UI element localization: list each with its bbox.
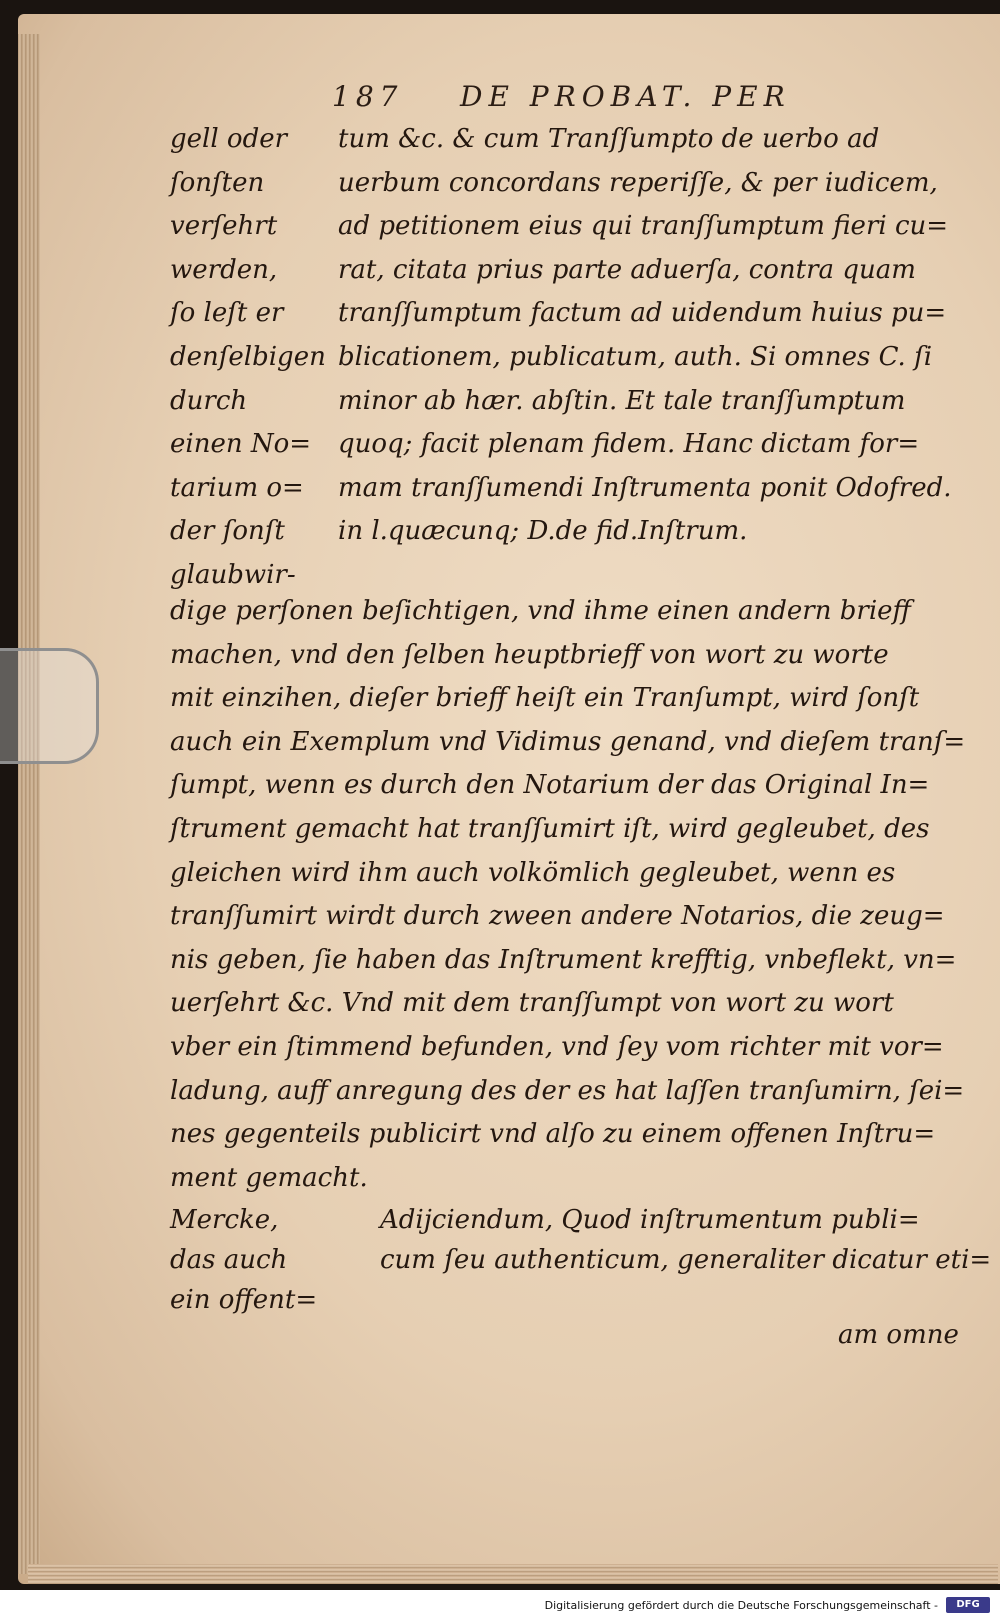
margin-note-line: der ſonſt [170,516,285,547]
margin-note-line: gell oder [170,124,288,154]
margin-note-line: ſonſten [170,167,265,198]
margin-note-mercke [170,1200,335,1320]
text-line: in l.quæcunq; D.de fid.Inſtrum. [338,516,748,547]
margin-note-line: das auch [170,1245,288,1275]
latin-paragraph [380,1200,992,1280]
text-line: ladung, auff anregung des der es hat laſſen tranſumirn, ſei= [170,1075,965,1106]
latin-column-text [338,118,966,554]
margin-note-line: denſelbigen [170,341,326,372]
margin-note-line: durch [170,385,248,416]
text-line: vber ein ſtimmend befunden, vnd ſey vom richter mit vor= [170,1031,944,1062]
text-line: uerſehrt &c. Vnd mit dem tranſſumpt von wort zu wort [170,988,894,1019]
page-edges [18,34,40,1574]
dfg-logo: DFG [946,1597,990,1613]
page-clip [0,648,99,764]
text-line: dige perſonen beſichtigen, vnd ihme einen andern brieff [170,596,911,626]
text-line: ſtrument gemacht hat tranſſumirt iſt, wird gegleubet, des [170,813,930,844]
text-line: tranſſumptum factum ad uidendum huius pu= [338,298,947,329]
text-line: ment gemacht. [170,1162,368,1193]
text-line: cum ſeu authenticum, generaliter dicatur eti= [380,1245,992,1275]
running-title: DE PROBAT. PER [460,80,791,113]
text-line: gleichen wird ihm auch volkömlich gegleubet, wenn es [170,857,896,888]
text-line: auch ein Exemplum vnd Vidimus genand, vnd dieſem tranſ= [170,726,966,757]
text-line: blicationem, publicatum, auth. Si omnes C. ſi [338,341,933,372]
german-main-text [170,590,970,1200]
margin-note-line: werden, [170,254,278,285]
text-line: quoq; facit plenam fidem. Hanc dictam for= [338,429,920,460]
margin-note-line: ein offent= [170,1285,318,1315]
margin-note-line: verſehrt [170,211,278,242]
margin-note-line: Mercke, [170,1205,279,1235]
text-line: Adijciendum, Quod inſtrumentum publi= [380,1205,920,1235]
text-line: tum &c. & cum Tranſſumpto de uerbo ad [338,124,880,154]
margin-note-line: einen No= [170,429,312,460]
page-bottom-edge [28,1564,998,1584]
text-line: nis geben, ſie haben das Inſtrument krefftig, vnbeflekt, vn= [170,944,957,975]
text-line: minor ab hær. abſtin. Et tale tranſſumptum [338,385,906,416]
text-line: ſumpt, wenn es durch den Notarium der das Original In= [170,770,930,801]
footer-credit: Digitalisierung gefördert durch die Deutsche Forschungsgemeinschaft - [544,1599,938,1612]
text-line: nes gegenteils publicirt vnd alſo zu einem offenen Inſtru= [170,1119,936,1150]
text-line: mit einzihen, dieſer brieff heiſt ein Tranſumpt, wird ſonſt [170,683,920,714]
margin-note-line: glaubwir- [170,559,296,590]
margin-note-line: tarium o= [170,472,304,503]
text-line: tranſſumirt wirdt durch zween andere Notarios, die zeug= [170,901,945,932]
text-line: machen, vnd den ſelben heuptbrieff von wort zu worte [170,639,889,670]
text-line: ad petitionem eius qui tranſſumptum fieri cu= [338,211,949,242]
text-line: uerbum concordans reperiſſe, & per iudicem, [338,167,938,198]
margin-note-line: ſo leſt er [170,298,284,329]
running-head [332,80,852,120]
text-line: mam tranſſumendi Inſtrumenta ponit Odofred. [338,472,952,503]
text-line: rat, citata prius parte aduerſa, contra quam [338,254,916,285]
catchword: am omne [838,1320,959,1350]
margin-notes [170,118,335,598]
digitization-footer [0,1594,1000,1618]
page-number: 187 [332,80,404,113]
